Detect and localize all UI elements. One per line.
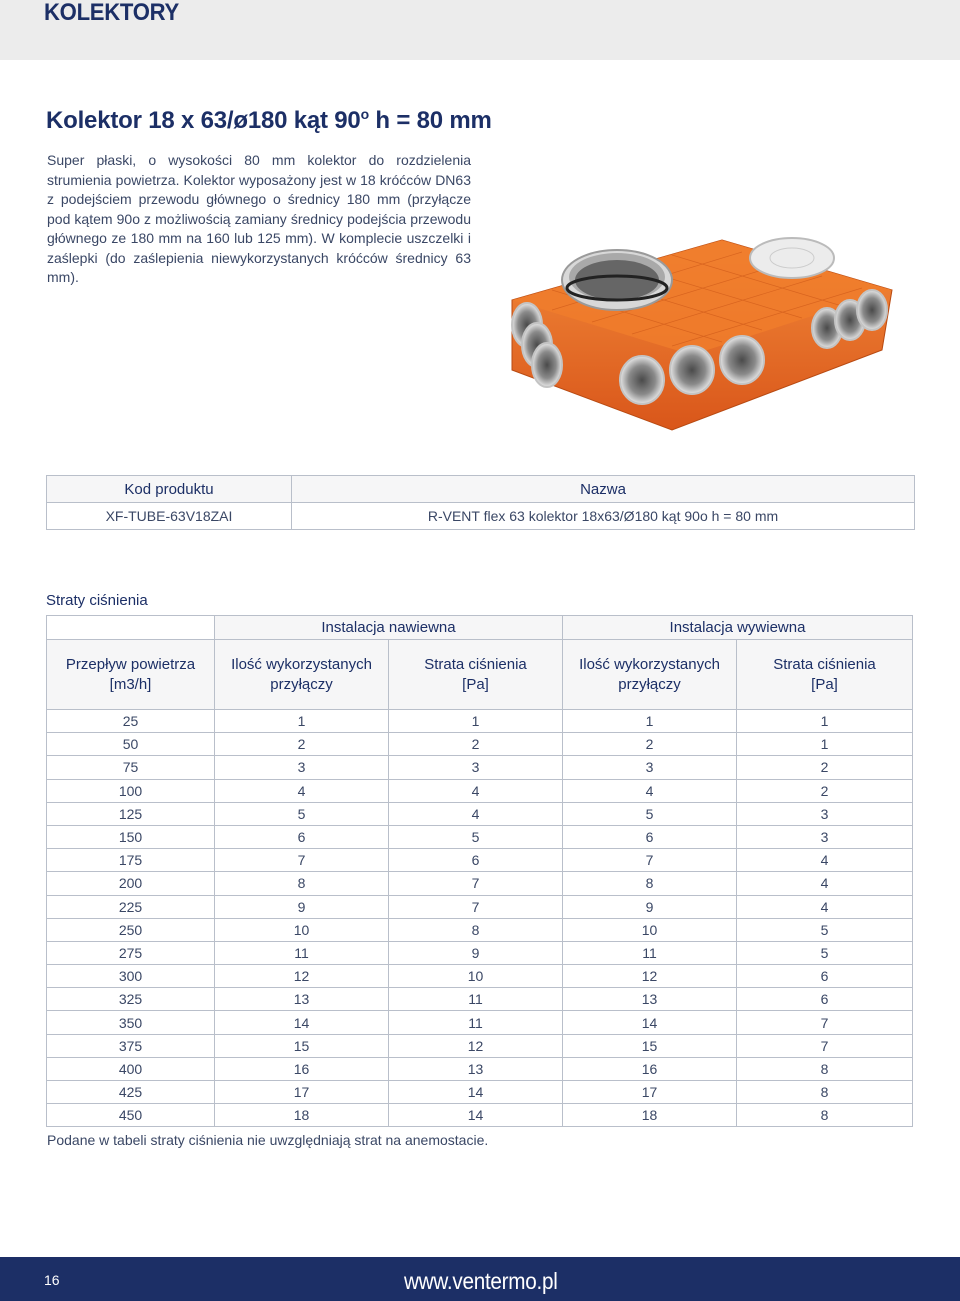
supply-loss-header <box>389 640 563 710</box>
supply-loss-header-unit: [Pa] <box>462 675 489 693</box>
code-header: Kod produktu <box>47 476 292 503</box>
product-code: XF-TUBE-63V18ZAI <box>47 503 292 530</box>
table-cell: 14 <box>215 1011 389 1034</box>
table-cell: 325 <box>47 988 215 1011</box>
table-cell: 13 <box>215 988 389 1011</box>
table-cell: 4 <box>737 895 913 918</box>
table-cell: 2 <box>215 733 389 756</box>
product-description: Super płaski, o wysokości 80 mm kolektor do rozdzielenia strumienia powietrza. Kolektor wyposażony jest w 18 króćców DN63 z podejściem przewodu głównego o średnicy 180 mm (przyłącze pod kątem 90o z możliwością zamiany średnicy podejścia przewodu głównego ze 180 mm na 160 lub 125 mm). W komplecie uszczelki i zaślepki (do zaślepienia niewykorzystanych króćców średnicy 63 mm). <box>47 152 471 285</box>
product-title-degree: o <box>360 106 369 122</box>
table-cell: 2 <box>389 733 563 756</box>
airflow-header-line1: Przepływ powietrza <box>65 655 196 673</box>
table-row <box>47 1081 913 1104</box>
table-row <box>47 965 913 988</box>
table-cell: 2 <box>563 733 737 756</box>
product-title-main: Kolektor 18 x 63/ø180 kąt 90 <box>46 107 361 134</box>
table-row <box>47 1104 913 1127</box>
table-cell: 450 <box>47 1104 215 1127</box>
table-row <box>47 1034 913 1057</box>
supply-group-header: Instalacja nawiewna <box>215 616 563 640</box>
table-row <box>47 1057 913 1080</box>
table-cell: 8 <box>563 872 737 895</box>
supply-count-header <box>215 640 389 710</box>
table-cell: 4 <box>563 779 737 802</box>
table-cell: 4 <box>389 779 563 802</box>
table-cell: 4 <box>389 802 563 825</box>
table-cell: 18 <box>215 1104 389 1127</box>
table-cell: 5 <box>737 918 913 941</box>
table-row <box>47 1011 913 1034</box>
table-cell: 6 <box>389 849 563 872</box>
table-cell: 12 <box>563 965 737 988</box>
table-cell: 100 <box>47 779 215 802</box>
table-cell: 8 <box>737 1057 913 1080</box>
table-cell: 12 <box>389 1034 563 1057</box>
table-cell: 14 <box>563 1011 737 1034</box>
airflow-header-unit: [m3/h] <box>109 675 152 693</box>
table-row <box>47 802 913 825</box>
table-cell: 15 <box>563 1034 737 1057</box>
product-name: R-VENT flex 63 kolektor 18x63/Ø180 kąt 90o h = 80 mm <box>292 503 915 530</box>
table-cell: 8 <box>737 1081 913 1104</box>
table-cell: 7 <box>389 895 563 918</box>
table-cell: 150 <box>47 825 215 848</box>
table-cell: 10 <box>563 918 737 941</box>
table-cell: 25 <box>47 710 215 733</box>
table-cell: 7 <box>563 849 737 872</box>
product-image <box>492 230 912 440</box>
table-row <box>47 779 913 802</box>
section-title: KOLEKTORY <box>44 0 179 26</box>
table-cell: 275 <box>47 941 215 964</box>
table-row <box>47 872 913 895</box>
name-header: Nazwa <box>292 476 915 503</box>
table-cell: 2 <box>737 779 913 802</box>
exhaust-count-header <box>563 640 737 710</box>
table-cell: 7 <box>215 849 389 872</box>
table-cell: 4 <box>737 872 913 895</box>
empty-corner <box>47 616 215 640</box>
table-cell: 8 <box>215 872 389 895</box>
table-cell: 16 <box>215 1057 389 1080</box>
table-cell: 10 <box>389 965 563 988</box>
exhaust-loss-header-unit: [Pa] <box>811 675 838 693</box>
table-cell: 8 <box>737 1104 913 1127</box>
table-cell: 11 <box>563 941 737 964</box>
table-footnote: Podane w tabeli straty ciśnienia nie uwzględniają strat na anemostacie. <box>47 1132 489 1148</box>
table-cell: 3 <box>563 756 737 779</box>
table-cell: 8 <box>389 918 563 941</box>
table-cell: 1 <box>389 710 563 733</box>
table-cell: 9 <box>389 941 563 964</box>
table-cell: 225 <box>47 895 215 918</box>
table-cell: 9 <box>215 895 389 918</box>
pressure-loss-heading: Straty ciśnienia <box>46 592 148 609</box>
table-cell: 6 <box>737 988 913 1011</box>
table-cell: 50 <box>47 733 215 756</box>
table-cell: 10 <box>215 918 389 941</box>
exhaust-count-header-line2: przyłączy <box>618 675 681 693</box>
exhaust-loss-header-line1: Strata ciśnienia <box>773 655 876 673</box>
table-cell: 5 <box>563 802 737 825</box>
airflow-header <box>47 640 215 710</box>
table-cell: 2 <box>737 756 913 779</box>
table-cell: 6 <box>563 825 737 848</box>
table-cell: 3 <box>215 756 389 779</box>
table-row <box>47 895 913 918</box>
table-row <box>47 733 913 756</box>
table-cell: 9 <box>563 895 737 918</box>
table-cell: 4 <box>215 779 389 802</box>
page-number: 16 <box>44 1272 60 1288</box>
table-cell: 18 <box>563 1104 737 1127</box>
table-row <box>47 941 913 964</box>
table-row <box>47 825 913 848</box>
table-cell: 200 <box>47 872 215 895</box>
pressure-loss-table <box>46 615 913 1127</box>
table-cell: 16 <box>563 1057 737 1080</box>
table-cell: 250 <box>47 918 215 941</box>
table-cell: 375 <box>47 1034 215 1057</box>
website-url: www.ventermo.pl <box>404 1268 558 1294</box>
table-row <box>47 756 913 779</box>
table-cell: 7 <box>737 1034 913 1057</box>
table-cell: 4 <box>737 849 913 872</box>
table-cell: 11 <box>389 988 563 1011</box>
table-row <box>47 988 913 1011</box>
table-cell: 11 <box>389 1011 563 1034</box>
table-cell: 425 <box>47 1081 215 1104</box>
table-cell: 3 <box>737 825 913 848</box>
table-cell: 1 <box>215 710 389 733</box>
table-cell: 175 <box>47 849 215 872</box>
table-cell: 7 <box>389 872 563 895</box>
table-cell: 3 <box>389 756 563 779</box>
table-cell: 5 <box>737 941 913 964</box>
table-cell: 14 <box>389 1104 563 1127</box>
table-cell: 15 <box>215 1034 389 1057</box>
table-cell: 13 <box>389 1057 563 1080</box>
table-cell: 6 <box>215 825 389 848</box>
table-cell: 5 <box>389 825 563 848</box>
table-cell: 75 <box>47 756 215 779</box>
table-cell: 13 <box>563 988 737 1011</box>
supply-count-header-line2: przyłączy <box>270 675 333 693</box>
table-cell: 6 <box>737 965 913 988</box>
table-cell: 400 <box>47 1057 215 1080</box>
product-title-suffix: h = 80 mm <box>368 107 492 134</box>
table-cell: 3 <box>737 802 913 825</box>
table-cell: 12 <box>215 965 389 988</box>
table-cell: 14 <box>389 1081 563 1104</box>
exhaust-count-header-line1: Ilość wykorzystanych <box>579 655 720 673</box>
exhaust-group-header: Instalacja wywiewna <box>563 616 913 640</box>
table-row <box>47 918 913 941</box>
table-cell: 350 <box>47 1011 215 1034</box>
table-cell: 1 <box>737 710 913 733</box>
table-cell: 300 <box>47 965 215 988</box>
supply-loss-header-line1: Strata ciśnienia <box>424 655 527 673</box>
product-title <box>46 98 492 137</box>
table-row <box>47 710 913 733</box>
product-code-table <box>46 475 915 530</box>
table-cell: 5 <box>215 802 389 825</box>
table-cell: 1 <box>737 733 913 756</box>
table-cell: 1 <box>563 710 737 733</box>
exhaust-loss-header <box>737 640 913 710</box>
table-cell: 17 <box>215 1081 389 1104</box>
table-row <box>47 849 913 872</box>
supply-count-header-line1: Ilość wykorzystanych <box>231 655 372 673</box>
table-cell: 11 <box>215 941 389 964</box>
table-cell: 7 <box>737 1011 913 1034</box>
table-cell: 17 <box>563 1081 737 1104</box>
table-cell: 125 <box>47 802 215 825</box>
